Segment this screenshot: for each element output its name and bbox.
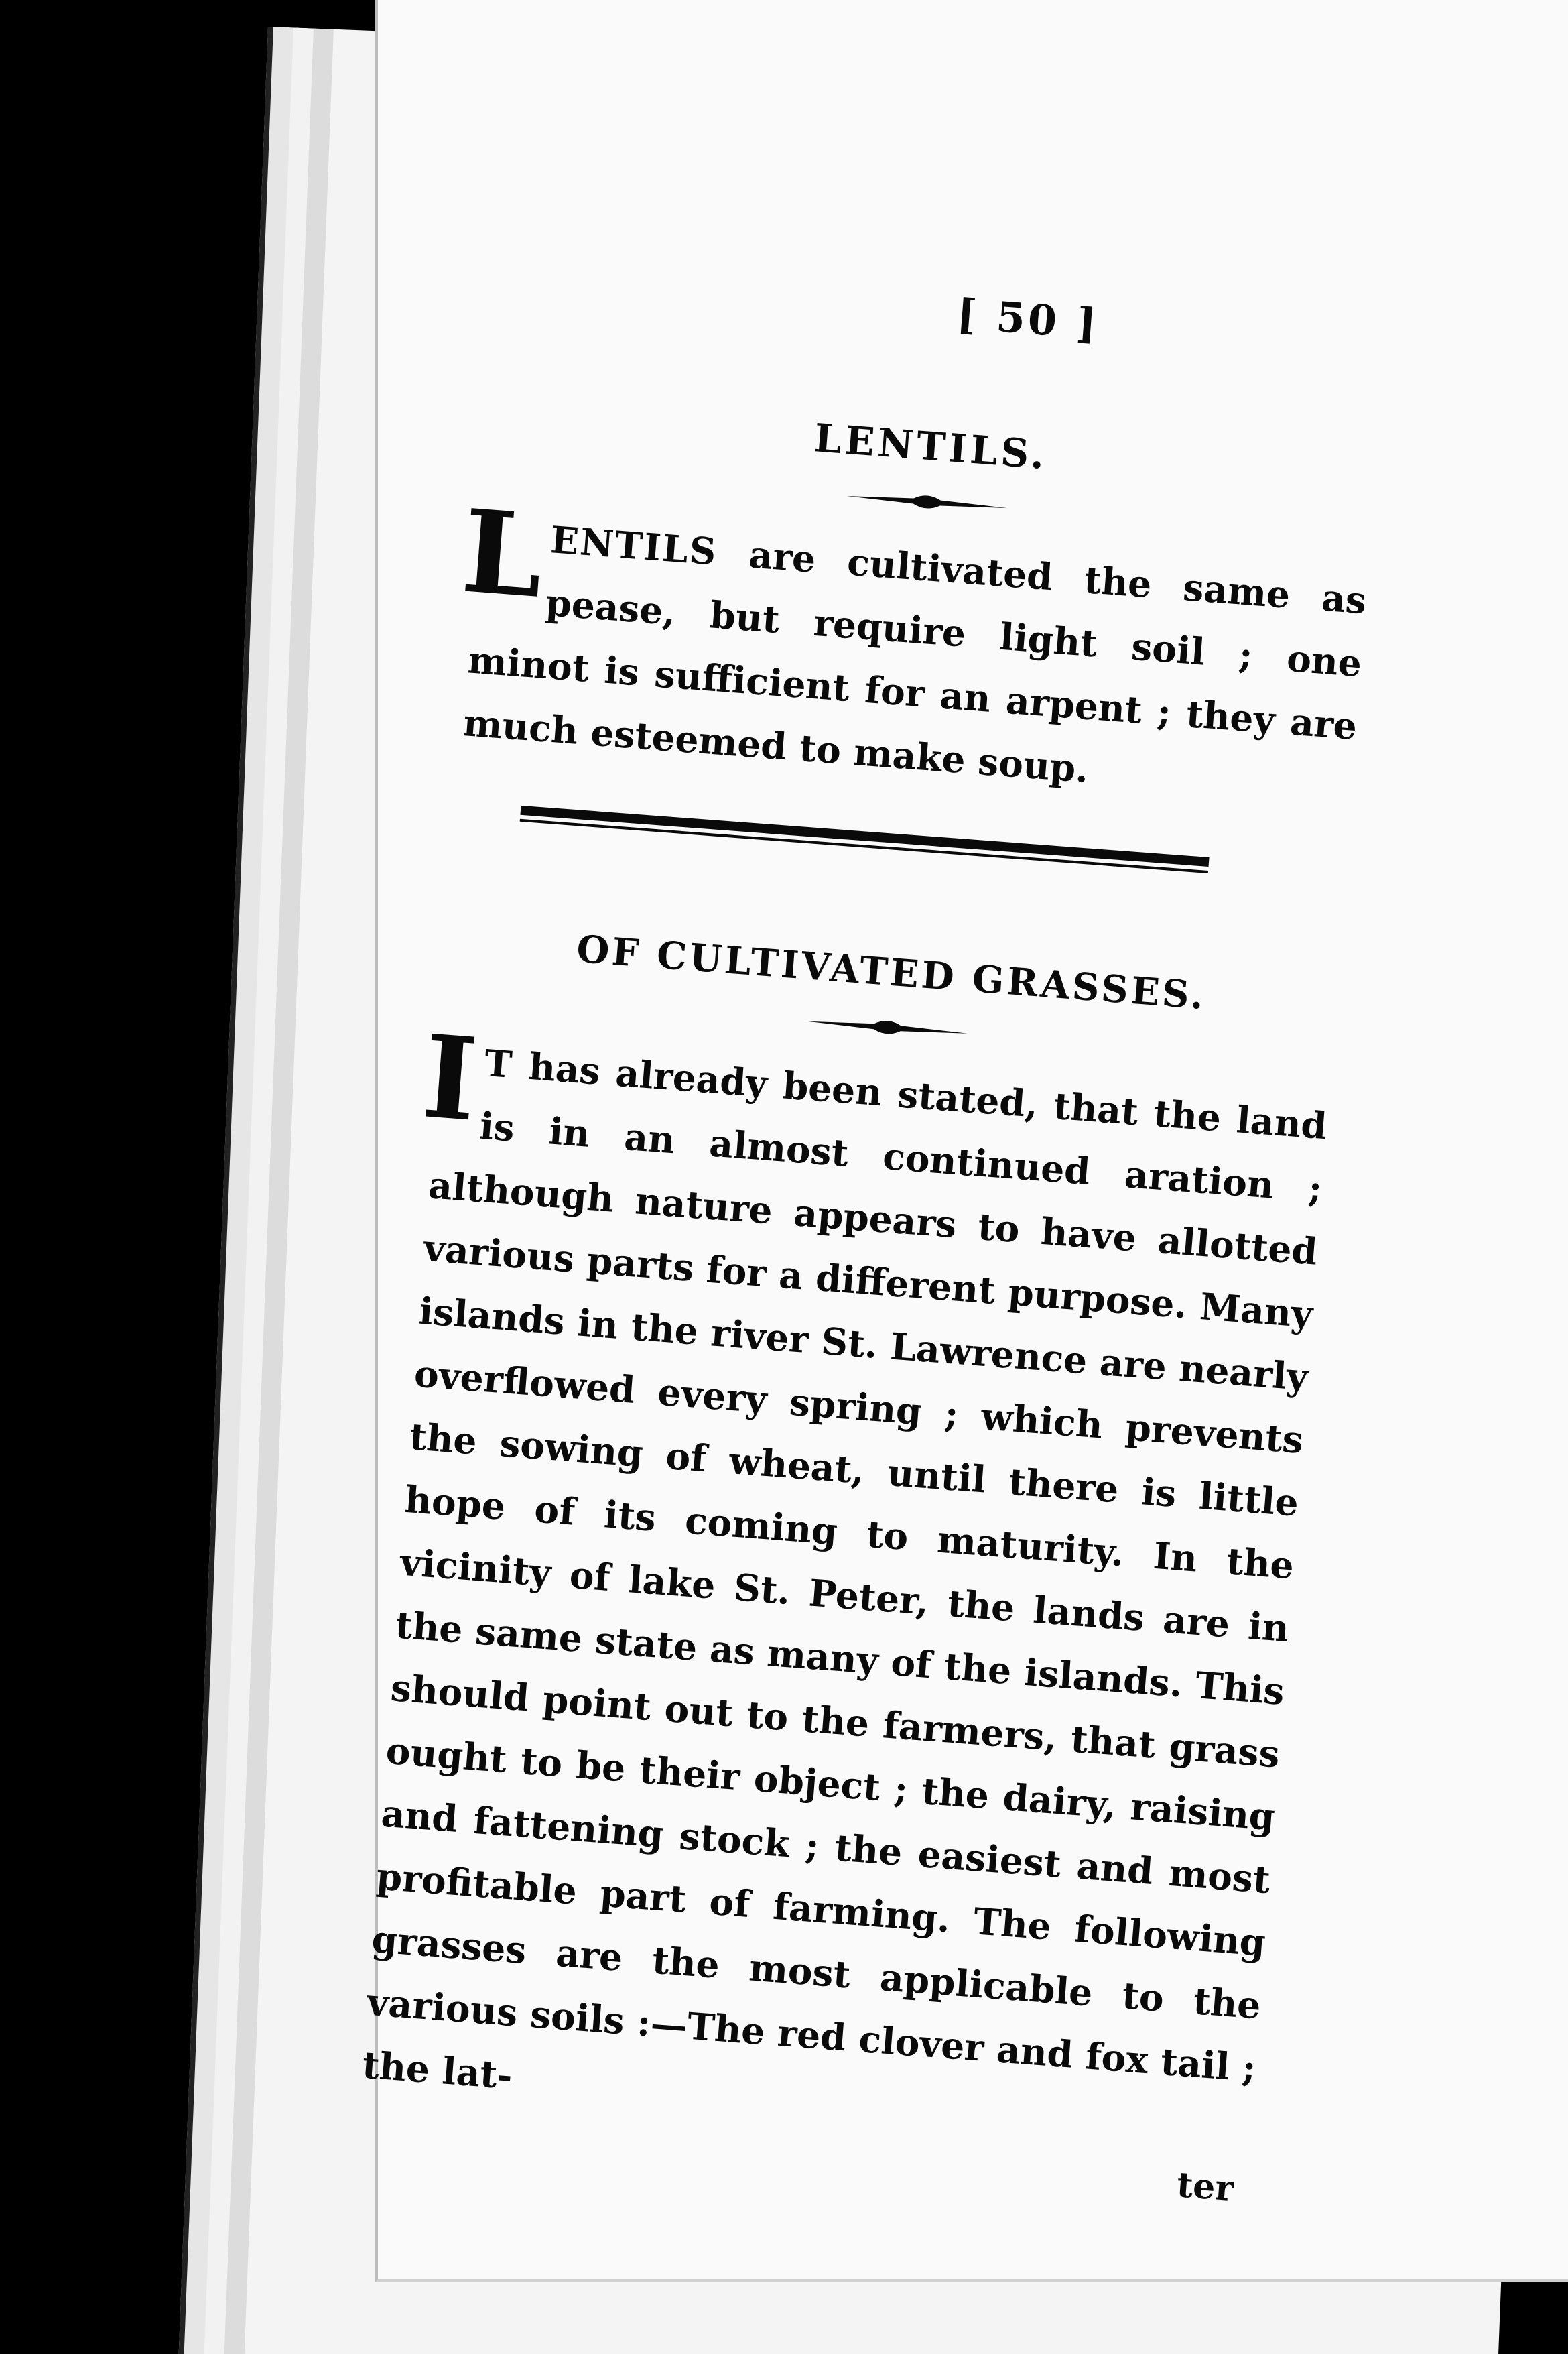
ornament-divider-2 [806,1011,968,1044]
grasses-dropcap: I [418,1009,482,1148]
grasses-body-text: has already been stated, that the land is in an almost continued aration ; although nature appears to have allotted various parts for a different purpose. Many islands in the river St. Lawrence are nearly overflowed every spring ; which prevents the sowing of wheat, until there is little hope of its coming to maturity. In the vicinity of lake St. Peter, the lands are in the same state as many of the islands. This should point out to the farmers, that grass ought to be their object ; the dairy, raising and fattening stock ; the easiest and most profitable part of farming. The following grasses are the most applicable to the various soils :—The red clover and fox tail ; the lat- [361,1043,1329,2098]
lentils-first-word: ENTILS [549,517,719,574]
lentils-heading: LENTILS. [812,415,1049,479]
page-text-block [356,255,1387,2211]
grasses-heading: OF CULTIVATED GRASSES. [575,926,1208,1019]
page-number: [ 50 ] [955,289,1101,349]
section-separator-rule [520,806,1210,873]
lentils-dropcap: L [458,484,548,624]
book-page [361,0,1568,2282]
lentils-body-text: are cultivated the same as pease, but require light soil ; one minot is sufficient for an arpent ; they are much esteemed to make soup. [462,530,1368,792]
lentils-paragraph [458,484,1368,821]
catchword: ter [1175,2164,1235,2210]
grasses-paragraph [360,1009,1329,2163]
grasses-first-word: T [482,1040,515,1087]
ornament-divider-1 [846,486,1008,518]
